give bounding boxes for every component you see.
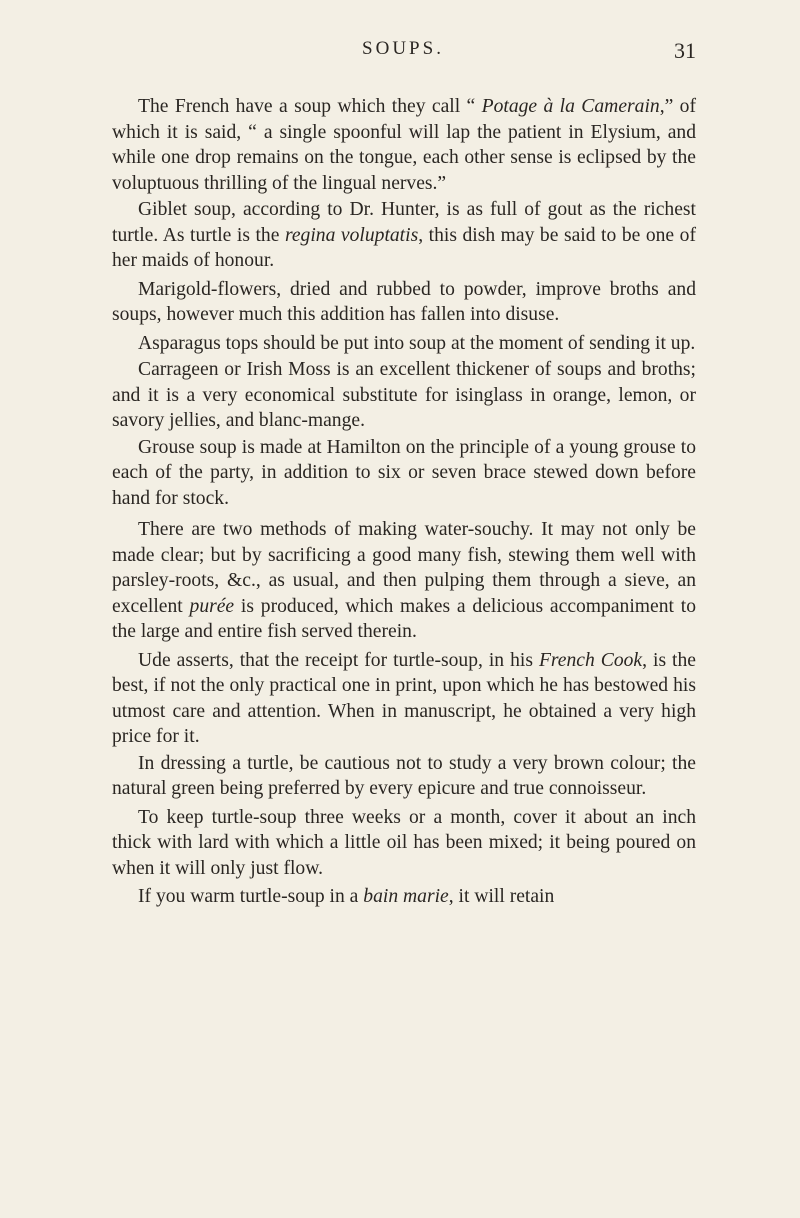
text-run: If you warm turtle-soup in a bbox=[138, 886, 364, 907]
text-run: , is the best, if not the only practical one in print, upon which he has bestowed his utmost care and attention. When in manuscript, he obtained a very high price for it. bbox=[112, 649, 696, 747]
italic-text: bain marie bbox=[363, 886, 449, 907]
running-head: SOUPS. bbox=[362, 38, 444, 59]
paragraph bbox=[112, 197, 696, 274]
paragraph bbox=[112, 751, 696, 802]
text-run: Giblet soup, according to Dr. Hunter, is as full of gout as the richest turtle. As turtle is the bbox=[112, 199, 696, 246]
text-run: is produced, which makes a delicious accompaniment to the large and entire fish served therein. bbox=[112, 595, 696, 642]
italic-text: purée bbox=[189, 595, 235, 617]
paragraph bbox=[112, 805, 696, 882]
italic-text: regina voluptatis bbox=[284, 224, 419, 246]
paragraph bbox=[112, 648, 696, 750]
text-run: , this dish may be said to be one of her maids of honour. bbox=[112, 224, 696, 271]
text-run: Ude asserts, that the receipt for turtle-soup, in his bbox=[138, 649, 539, 671]
paragraph bbox=[112, 277, 696, 328]
page-header bbox=[110, 38, 696, 68]
paragraph bbox=[112, 884, 696, 910]
text-run: Carrageen or Irish Moss is an excellent thickener of soups and broths; and it is a very economical substitute for isinglass in orange, lemon, or savory jellies, and blanc-mange. bbox=[112, 359, 696, 431]
paragraph bbox=[112, 517, 696, 645]
paragraph bbox=[112, 357, 696, 434]
text-run: There are two methods of making water-souchy. It may not only be made clear; but by sacrificing a good many fish, stewing them well with parsley-roots, &c., as usual, and then pulping them through a sieve, an excellent bbox=[112, 519, 696, 617]
text-run: In dressing a turtle, be cautious not to study a very brown colour; the natural green being preferred by every epicure and true connoisseur. bbox=[112, 752, 696, 799]
paragraph bbox=[112, 94, 696, 196]
text-run: Asparagus tops should be put into soup at the moment of sending it up. bbox=[138, 332, 696, 354]
text-run: , it will retain bbox=[448, 886, 555, 907]
text-run: The French have a soup which they call “ bbox=[138, 96, 482, 117]
text-run: To keep turtle-soup three weeks or a month, cover it about an inch thick with lard with which a little oil has been mixed; it being poured on when it will only just flow. bbox=[112, 806, 696, 879]
paragraph bbox=[112, 435, 696, 512]
text-run: Marigold-flowers, dried and rubbed to powder, improve broths and soups, however much this addition has fallen into disuse. bbox=[112, 278, 696, 325]
text-run: Grouse soup is made at Hamilton on the principle of a young grouse to each of the party, in addition to six or seven brace stewed down before hand for stock. bbox=[112, 436, 696, 509]
italic-text: Potage à la Camerain bbox=[481, 96, 660, 117]
text-run: ,” of which it is said, “ a single spoonful will lap the patient in Elysium, and while one drop remains on the tongue, each other sense is eclipsed by the voluptuous thrilling of the lingual nerves.” bbox=[112, 96, 696, 194]
body-text bbox=[112, 94, 696, 911]
page-number: 31 bbox=[674, 38, 696, 63]
italic-text: French Cook bbox=[538, 649, 643, 671]
paragraph bbox=[112, 331, 696, 357]
